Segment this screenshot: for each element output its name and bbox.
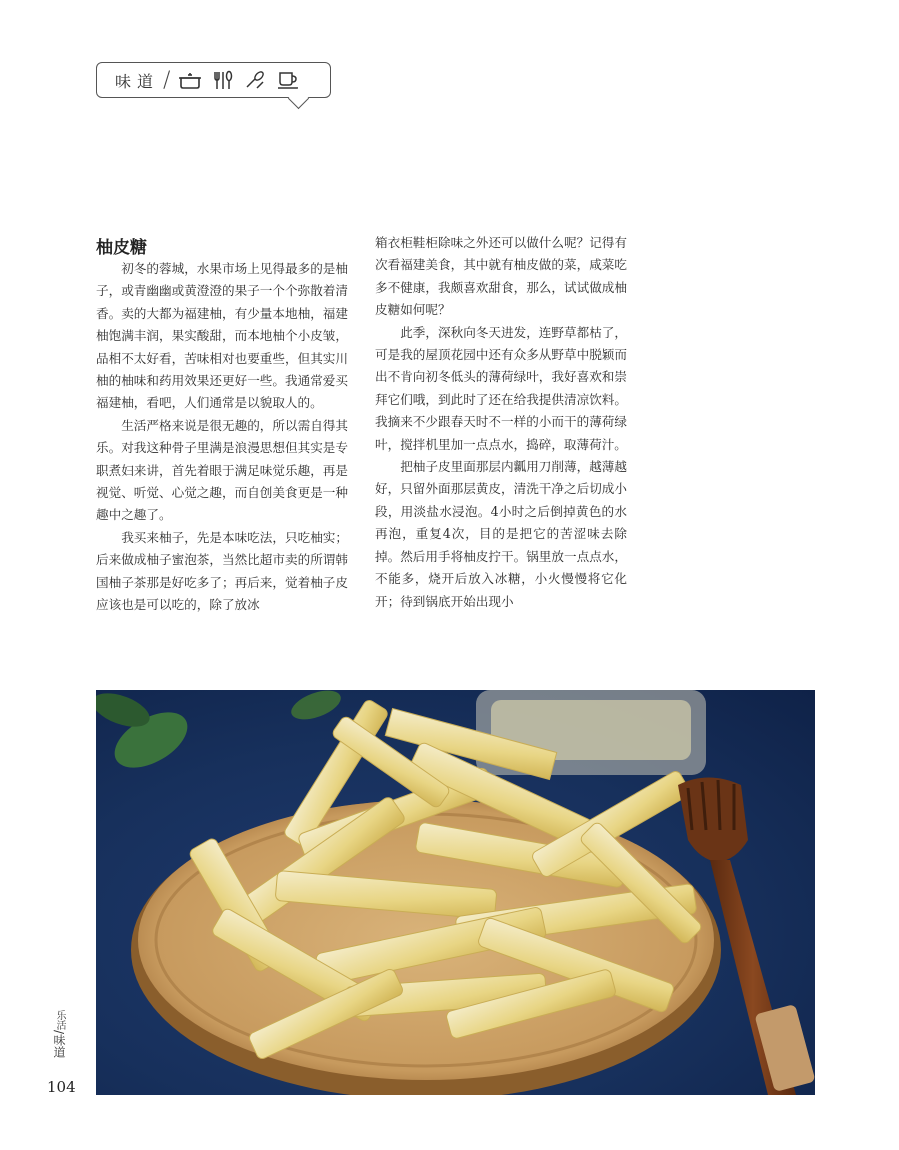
paragraph: 此季，深秋向冬天进发，连野草都枯了，可是我的屋顶花园中还有众多从野草中脱颖而出不肯向初冬低头的薄荷绿叶，我好喜欢和崇拜它们哦，到此时了还在给我提供清凉饮料。我摘来不少跟春天时不一样的小而干的薄荷绿叶，搅拌机里加一点点水，捣碎，取薄荷汁。 xyxy=(375,324,627,452)
section-header-tag xyxy=(96,62,331,98)
paragraph: 我买来柚子，先是本味吃法，只吃柚实；后来做成柚子蜜泡茶，当然比超市卖的所谓韩国柚子茶那是好吃多了；再后来，觉着柚子皮应该也是可以吃的，除了放冰 xyxy=(96,529,348,613)
header-icons xyxy=(178,70,300,90)
side-section-name: 味道 xyxy=(52,1034,66,1059)
article-title: 柚皮糖 xyxy=(96,238,147,258)
paragraph: 箱衣柜鞋柜除味之外还可以做什么呢？记得有次看福建美食，其中就有柚皮做的菜，咸菜吃多不健康，我颇喜欢甜食，那么，试试做成柚皮糖如何呢？ xyxy=(375,235,627,318)
magazine-name: 乐活 xyxy=(54,1010,65,1030)
paragraph: 把柚子皮里面那层内瓤用刀削薄，越薄越好，只留外面那层黄皮，清洗干净之后切成小段，用淡盐水浸泡。4小时之后倒掉黄色的水再泡，重复4次，目的是把它的苦涩味去除掉。然后用手将柚皮拧干。锅里放一点点水，不能多，烧开后放入冰糖，小火慢慢将它化开；待到锅底开始出现小 xyxy=(375,459,627,609)
paragraph: 生活严格来说是很无趣的，所以需自得其乐。对我这种骨子里满是浪漫思想但其实是专职煮妇来讲，首先着眼于满足味觉乐趣，再是视觉、听觉、心觉之趣，而自创美食更是一种趣中之趣了。 xyxy=(96,417,348,523)
mint-leaves xyxy=(96,690,345,779)
header-divider: / xyxy=(163,67,171,93)
side-section-label xyxy=(52,1010,66,1058)
section-name: 味道 xyxy=(115,71,160,91)
pot-icon xyxy=(178,70,202,90)
cutlery-icon xyxy=(212,70,234,90)
paragraph: 初冬的蓉城，水果市场上见得最多的是柚子，或青幽幽或黄澄澄的果子一个个弥散着清香。卖的大都为福建柚，有少量本地柚，福建柚饱满丰润，果实酸甜，而本地柚个小皮皱，品相不太好看，苦味相对也要重些，但其实川柚的柚味和药用效果还更好一些。我通常爱买福建柚，看吧，人们通常是以貌取人的。 xyxy=(96,261,348,411)
candied-peel-photo xyxy=(96,690,815,1095)
whisk-icon xyxy=(244,70,266,90)
article-column-left xyxy=(96,258,348,617)
header-pointer xyxy=(288,88,309,109)
cup-icon xyxy=(276,70,300,90)
page-number: 104 xyxy=(47,1078,76,1096)
side-divider: / xyxy=(52,1030,66,1035)
article-column-right xyxy=(375,232,627,613)
